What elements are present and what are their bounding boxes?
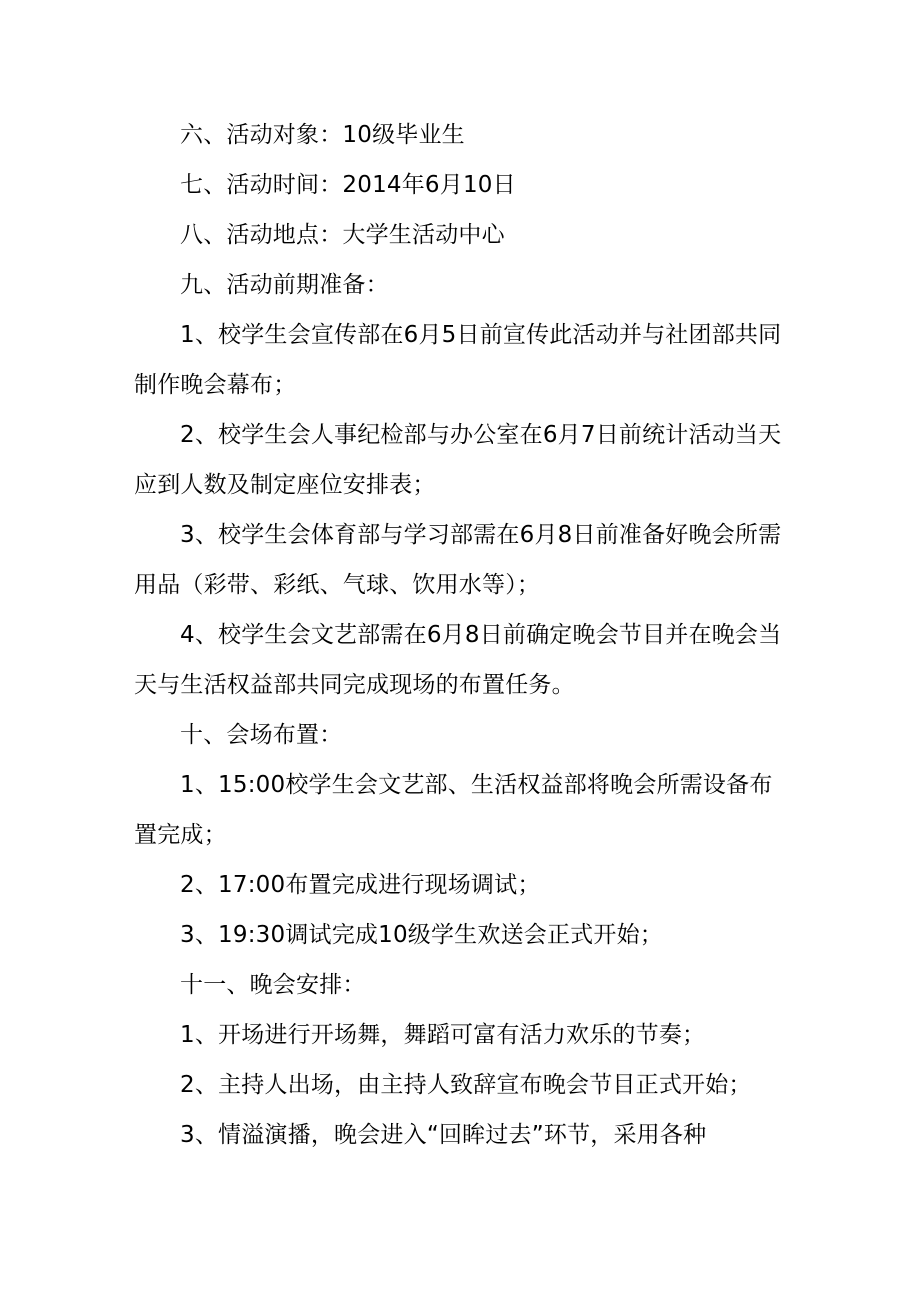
preparation-item-2: 2、校学生会人事纪检部与办公室在6月7日前统计活动当天应到人数及制定座位安排表； bbox=[134, 422, 782, 498]
preparation-item-4: 4、校学生会文艺部需在6月8日前确定晚会节目并在晚会当天与生活权益部共同完成现场的布置任务。 bbox=[134, 622, 782, 698]
section-heading-preparation: 九、活动前期准备： bbox=[180, 272, 389, 298]
preparation-item-3: 3、校学生会体育部与学习部需在6月8日前准备好晚会所需用品（彩带、彩纸、气球、饮用水等）； bbox=[134, 522, 782, 598]
section-heading-party-schedule: 十一、晚会安排： bbox=[180, 972, 366, 998]
section-heading-activity-target: 六、活动对象：10级毕业生 bbox=[180, 122, 465, 148]
party-schedule-item-1: 1、开场进行开场舞，舞蹈可富有活力欢乐的节奏； bbox=[180, 1022, 706, 1048]
party-schedule-item-2: 2、主持人出场，由主持人致辞宣布晚会节目正式开始； bbox=[180, 1072, 752, 1098]
venue-setup-item-3: 3、19:30调试完成10级学生欢送会正式开始； bbox=[180, 922, 663, 948]
preparation-item-1: 1、校学生会宣传部在6月5日前宣传此活动并与社团部共同制作晚会幕布； bbox=[134, 322, 782, 398]
venue-setup-item-1: 1、15:00校学生会文艺部、生活权益部将晚会所需设备布置完成； bbox=[134, 772, 773, 848]
section-heading-activity-time: 七、活动时间：2014年6月10日 bbox=[180, 172, 516, 198]
section-heading-activity-location: 八、活动地点：大学生活动中心 bbox=[180, 222, 505, 248]
section-heading-venue-setup: 十、会场布置： bbox=[180, 722, 343, 748]
document-body bbox=[134, 110, 794, 1160]
party-schedule-item-3: 3、情溢演播，晚会进入“回眸过去”环节，采用各种 bbox=[180, 1122, 707, 1148]
venue-setup-item-2: 2、17:00布置完成进行现场调试； bbox=[180, 872, 541, 898]
